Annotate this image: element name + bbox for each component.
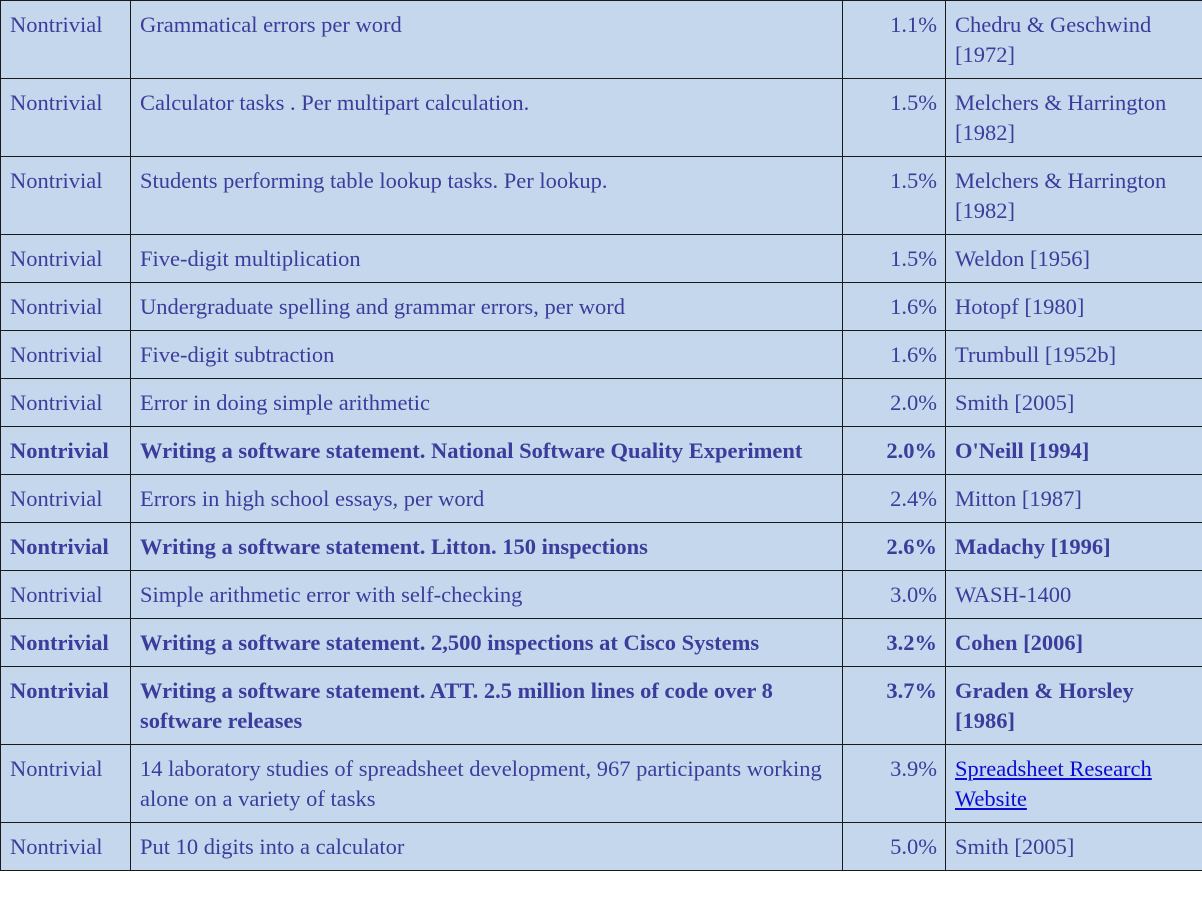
table-row xyxy=(1,79,1202,157)
category-cell: Nontrivial xyxy=(1,823,131,871)
source-cell: Melchers & Harrington [1982] xyxy=(946,157,1202,235)
table-body xyxy=(1,1,1202,871)
source-cell: Madachy [1996] xyxy=(946,523,1202,571)
table-row xyxy=(1,745,1202,823)
category-cell: Nontrivial xyxy=(1,667,131,745)
table-row xyxy=(1,283,1202,331)
error-rate-cell: 3.7% xyxy=(843,667,946,745)
category-cell: Nontrivial xyxy=(1,523,131,571)
error-rate-cell: 2.4% xyxy=(843,475,946,523)
source-cell xyxy=(946,745,1202,823)
task-cell: Writing a software statement. National Software Quality Experiment xyxy=(131,427,843,475)
category-cell: Nontrivial xyxy=(1,379,131,427)
error-rate-cell: 1.5% xyxy=(843,157,946,235)
category-cell: Nontrivial xyxy=(1,235,131,283)
source-cell: Chedru & Geschwind [1972] xyxy=(946,1,1202,79)
error-rate-cell: 1.5% xyxy=(843,235,946,283)
task-cell: Error in doing simple arithmetic xyxy=(131,379,843,427)
error-rate-cell: 1.1% xyxy=(843,1,946,79)
table-row xyxy=(1,379,1202,427)
error-rate-cell: 5.0% xyxy=(843,823,946,871)
task-cell: Simple arithmetic error with self-checking xyxy=(131,571,843,619)
error-rate-cell: 2.6% xyxy=(843,523,946,571)
table-row xyxy=(1,427,1202,475)
task-cell: Put 10 digits into a calculator xyxy=(131,823,843,871)
category-cell: Nontrivial xyxy=(1,331,131,379)
source-link[interactable]: Spreadsheet Research Website xyxy=(955,756,1152,811)
table-row xyxy=(1,475,1202,523)
error-rate-cell: 3.2% xyxy=(843,619,946,667)
source-cell: WASH-1400 xyxy=(946,571,1202,619)
error-rate-cell: 1.6% xyxy=(843,331,946,379)
category-cell: Nontrivial xyxy=(1,283,131,331)
table-row xyxy=(1,157,1202,235)
category-cell: Nontrivial xyxy=(1,571,131,619)
error-rate-cell: 1.5% xyxy=(843,79,946,157)
source-cell: Weldon [1956] xyxy=(946,235,1202,283)
task-cell: Undergraduate spelling and grammar errors, per word xyxy=(131,283,843,331)
table-row xyxy=(1,331,1202,379)
task-cell: 14 laboratory studies of spreadsheet development, 967 participants working alone on a variety of tasks xyxy=(131,745,843,823)
source-cell: Graden & Horsley [1986] xyxy=(946,667,1202,745)
task-cell: Grammatical errors per word xyxy=(131,1,843,79)
source-cell: Mitton [1987] xyxy=(946,475,1202,523)
table-row xyxy=(1,667,1202,745)
source-cell: Hotopf [1980] xyxy=(946,283,1202,331)
category-cell: Nontrivial xyxy=(1,79,131,157)
category-cell: Nontrivial xyxy=(1,745,131,823)
source-cell: Melchers & Harrington [1982] xyxy=(946,79,1202,157)
task-cell: Students performing table lookup tasks. Per lookup. xyxy=(131,157,843,235)
error-rate-cell: 2.0% xyxy=(843,427,946,475)
table-row xyxy=(1,1,1202,79)
category-cell: Nontrivial xyxy=(1,475,131,523)
table-row xyxy=(1,523,1202,571)
table-row xyxy=(1,823,1202,871)
table-row xyxy=(1,235,1202,283)
error-rate-cell: 1.6% xyxy=(843,283,946,331)
category-cell: Nontrivial xyxy=(1,157,131,235)
error-rate-cell: 3.9% xyxy=(843,745,946,823)
task-cell: Errors in high school essays, per word xyxy=(131,475,843,523)
task-cell: Calculator tasks . Per multipart calculation. xyxy=(131,79,843,157)
source-cell: Smith [2005] xyxy=(946,379,1202,427)
source-cell: O'Neill [1994] xyxy=(946,427,1202,475)
task-cell: Five-digit subtraction xyxy=(131,331,843,379)
category-cell: Nontrivial xyxy=(1,427,131,475)
source-cell: Smith [2005] xyxy=(946,823,1202,871)
error-rate-cell: 3.0% xyxy=(843,571,946,619)
table-row xyxy=(1,571,1202,619)
error-rate-cell: 2.0% xyxy=(843,379,946,427)
task-cell: Writing a software statement. Litton. 150 inspections xyxy=(131,523,843,571)
task-cell: Writing a software statement. 2,500 inspections at Cisco Systems xyxy=(131,619,843,667)
table-row xyxy=(1,619,1202,667)
source-cell: Cohen [2006] xyxy=(946,619,1202,667)
category-cell: Nontrivial xyxy=(1,1,131,79)
task-cell: Writing a software statement. ATT. 2.5 million lines of code over 8 software releases xyxy=(131,667,843,745)
source-cell: Trumbull [1952b] xyxy=(946,331,1202,379)
task-cell: Five-digit multiplication xyxy=(131,235,843,283)
category-cell: Nontrivial xyxy=(1,619,131,667)
